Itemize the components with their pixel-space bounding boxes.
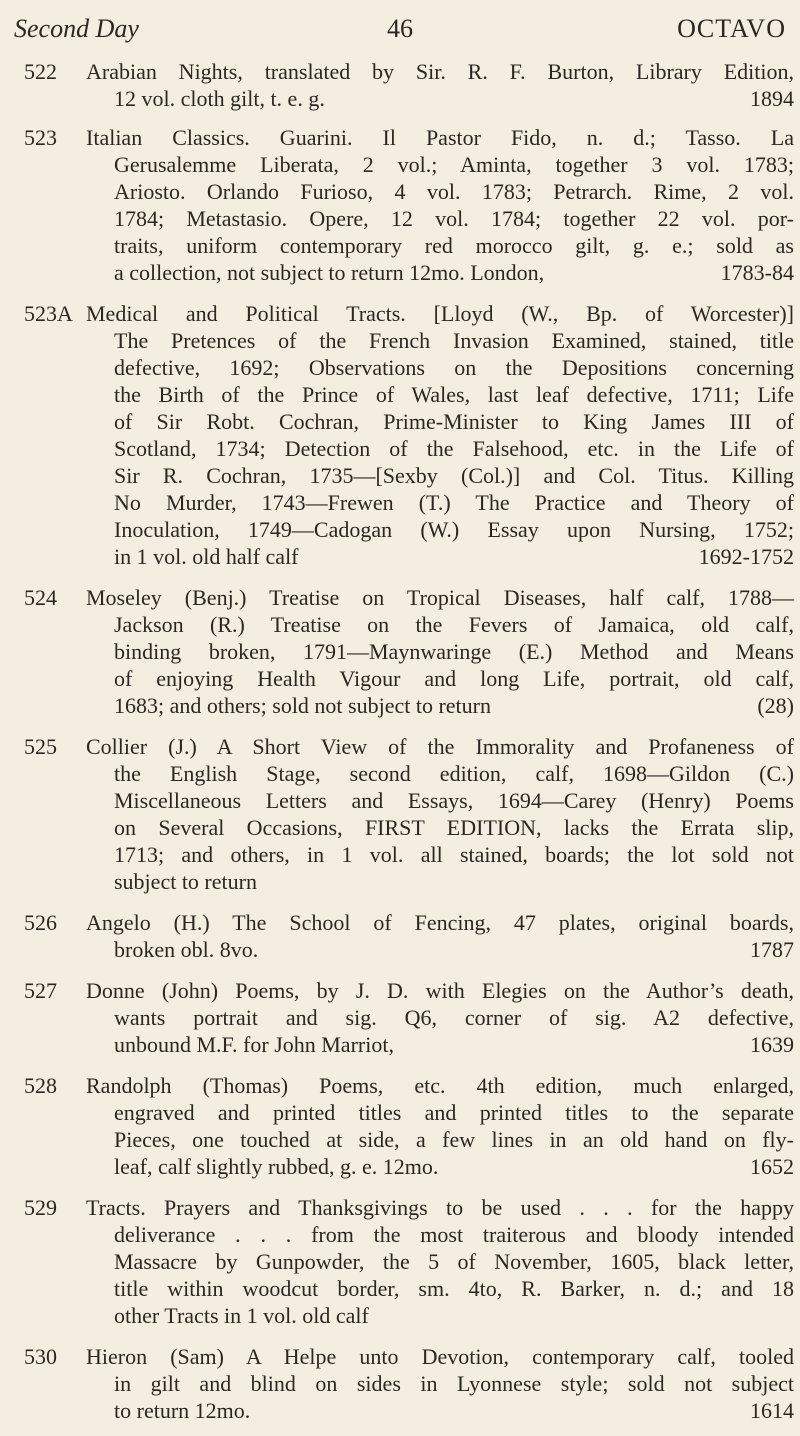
description-line xyxy=(86,259,794,286)
lot-entry xyxy=(24,584,794,719)
description-line: Sir R. Cochran, 1735—[Sexby (Col.)] and Col. Titus. Killing xyxy=(114,463,794,488)
description-line: title within woodcut border, sm. 4to, R. Barker, n. d.; and 18 xyxy=(114,1276,794,1301)
description-line: the English Stage, second edition, calf, 1698—Gildon (C.) xyxy=(114,761,794,786)
page-header xyxy=(14,14,786,54)
description-line: The Pretences of the French Invasion Examined, stained, title xyxy=(114,328,794,353)
description-line: Ariosto. Orlando Furioso, 4 vol. 1783; Petrarch. Rime, 2 vol. xyxy=(114,179,794,204)
description-line: Randolph (Thomas) Poems, etc. 4th edition, much enlarged, xyxy=(86,1073,794,1098)
description-line: binding broken, 1791—Maynwaringe (E.) Method and Means xyxy=(114,639,794,664)
lot-number: 530 xyxy=(24,1344,57,1369)
description-line: of enjoying Health Vigour and long Life, portrait, old calf, xyxy=(114,666,794,691)
description-line: of Sir Robt. Cochran, Prime-Minister to King James III of xyxy=(114,409,794,434)
lot-entry xyxy=(24,124,794,286)
lot-date: 1614 xyxy=(750,1398,794,1423)
lot-list xyxy=(24,58,794,1436)
lot-date: 1692-1752 xyxy=(698,544,794,569)
lot-date: 1894 xyxy=(750,86,794,111)
description-line: wants portrait and sig. Q6, corner of sig. A2 defective, xyxy=(114,1005,794,1030)
description-line: the Birth of the Prince of Wales, last leaf defective, 1711; Life xyxy=(114,382,794,407)
description-line: Medical and Political Tracts. [Lloyd (W., Bp. of Worcester)] xyxy=(86,301,794,326)
description-text: in 1 vol. old half calf xyxy=(114,544,299,569)
description-text: broken obl. 8vo. xyxy=(114,937,259,962)
lot-date: 1639 xyxy=(750,1032,794,1057)
lot-number: 527 xyxy=(24,978,57,1003)
description-text: other Tracts in 1 vol. old calf xyxy=(114,1303,369,1328)
lot-description xyxy=(86,1343,794,1424)
description-line xyxy=(86,85,794,112)
description-line xyxy=(86,936,794,963)
lot-description xyxy=(86,733,794,895)
lot-number: 523 xyxy=(24,125,57,150)
description-line: Pieces, one touched at side, a few lines in an old hand on fly- xyxy=(114,1127,794,1152)
description-text: 1683; and others; sold not subject to return xyxy=(114,693,491,718)
lot-date: (28) xyxy=(757,693,794,718)
running-head: Second Day xyxy=(14,14,139,43)
description-line: Gerusalemme Liberata, 2 vol.; Aminta, together 3 vol. 1783; xyxy=(114,152,794,177)
description-line: traits, uniform contemporary red morocco gilt, g. e.; sold as xyxy=(114,233,794,258)
lot-description xyxy=(86,1072,794,1180)
description-line: Collier (J.) A Short View of the Immorality and Profaneness of xyxy=(86,734,794,759)
description-line: Jackson (R.) Treatise on the Fevers of Jamaica, old calf, xyxy=(114,612,794,637)
description-text: subject to return xyxy=(114,869,257,894)
description-line xyxy=(86,692,794,719)
description-line: Miscellaneous Letters and Essays, 1694—Carey (Henry) Poems xyxy=(114,788,794,813)
description-line: on Several Occasions, FIRST EDITION, lacks the Errata slip, xyxy=(114,815,794,840)
lot-number: 523A xyxy=(24,301,73,326)
page-number: 46 xyxy=(387,14,413,43)
description-line xyxy=(86,1031,794,1058)
lot-entry xyxy=(24,733,794,895)
lot-description xyxy=(86,1194,794,1329)
lot-date: 1787 xyxy=(750,937,794,962)
description-line xyxy=(86,868,794,895)
lot-description xyxy=(86,124,794,286)
lot-number: 529 xyxy=(24,1195,57,1220)
lot-number: 524 xyxy=(24,585,57,610)
lot-description xyxy=(86,58,794,112)
format-heading: OCTAVO xyxy=(677,14,786,43)
lot-description xyxy=(86,977,794,1058)
description-text: a collection, not subject to return 12mo. London, xyxy=(114,260,545,285)
description-text: unbound M.F. for John Marriot, xyxy=(114,1032,394,1057)
description-line: 1713; and others, in 1 vol. all stained, boards; the lot sold not xyxy=(114,842,794,867)
lot-number: 526 xyxy=(24,910,57,935)
description-line: Italian Classics. Guarini. Il Pastor Fido, n. d.; Tasso. La xyxy=(86,125,794,150)
lot-date: 1783-84 xyxy=(720,260,794,285)
description-line: Arabian Nights, translated by Sir. R. F. Burton, Library Edition, xyxy=(86,59,794,84)
description-line: Hieron (Sam) A Helpe unto Devotion, contemporary calf, tooled xyxy=(86,1344,794,1369)
description-line: Moseley (Benj.) Treatise on Tropical Diseases, half calf, 1788— xyxy=(86,585,794,610)
description-line: Scotland, 1734; Detection of the Falsehood, etc. in the Life of xyxy=(114,436,794,461)
lot-description xyxy=(86,300,794,570)
lot-number: 522 xyxy=(24,59,57,84)
description-text: to return 12mo. xyxy=(114,1398,251,1423)
lot-entry xyxy=(24,909,794,963)
description-text: 12 vol. cloth gilt, t. e. g. xyxy=(114,86,325,111)
description-line: Inoculation, 1749—Cadogan (W.) Essay upon Nursing, 1752; xyxy=(114,517,794,542)
description-line: defective, 1692; Observations on the Depositions concerning xyxy=(114,355,794,380)
description-line: Tracts. Prayers and Thanksgivings to be used . . . for the happy xyxy=(86,1195,794,1220)
lot-entry xyxy=(24,977,794,1058)
description-line: No Murder, 1743—Frewen (T.) The Practice and Theory of xyxy=(114,490,794,515)
description-text: leaf, calf slightly rubbed, g. e. 12mo. xyxy=(114,1154,439,1179)
description-line: Massacre by Gunpowder, the 5 of November, 1605, black letter, xyxy=(114,1249,794,1274)
description-line xyxy=(86,1397,794,1424)
description-line xyxy=(86,1153,794,1180)
lot-entry xyxy=(24,300,794,570)
lot-entry xyxy=(24,58,794,112)
lot-description xyxy=(86,909,794,963)
description-line: Donne (John) Poems, by J. D. with Elegies on the Author’s death, xyxy=(86,978,794,1003)
lot-entry xyxy=(24,1343,794,1424)
description-line xyxy=(86,543,794,570)
description-line: 1784; Metastasio. Opere, 12 vol. 1784; together 22 vol. por- xyxy=(114,206,794,231)
description-line xyxy=(86,1302,794,1329)
description-line: in gilt and blind on sides in Lyonnese style; sold not subject xyxy=(114,1371,794,1396)
description-line: engraved and printed titles and printed titles to the separate xyxy=(114,1100,794,1125)
lot-number: 528 xyxy=(24,1073,57,1098)
lot-description xyxy=(86,584,794,719)
lot-entry xyxy=(24,1072,794,1180)
lot-date: 1652 xyxy=(750,1154,794,1179)
description-line: Angelo (H.) The School of Fencing, 47 plates, original boards, xyxy=(86,910,794,935)
lot-entry xyxy=(24,1194,794,1329)
description-line: deliverance . . . from the most traiterous and bloody intended xyxy=(114,1222,794,1247)
lot-number: 525 xyxy=(24,734,57,759)
